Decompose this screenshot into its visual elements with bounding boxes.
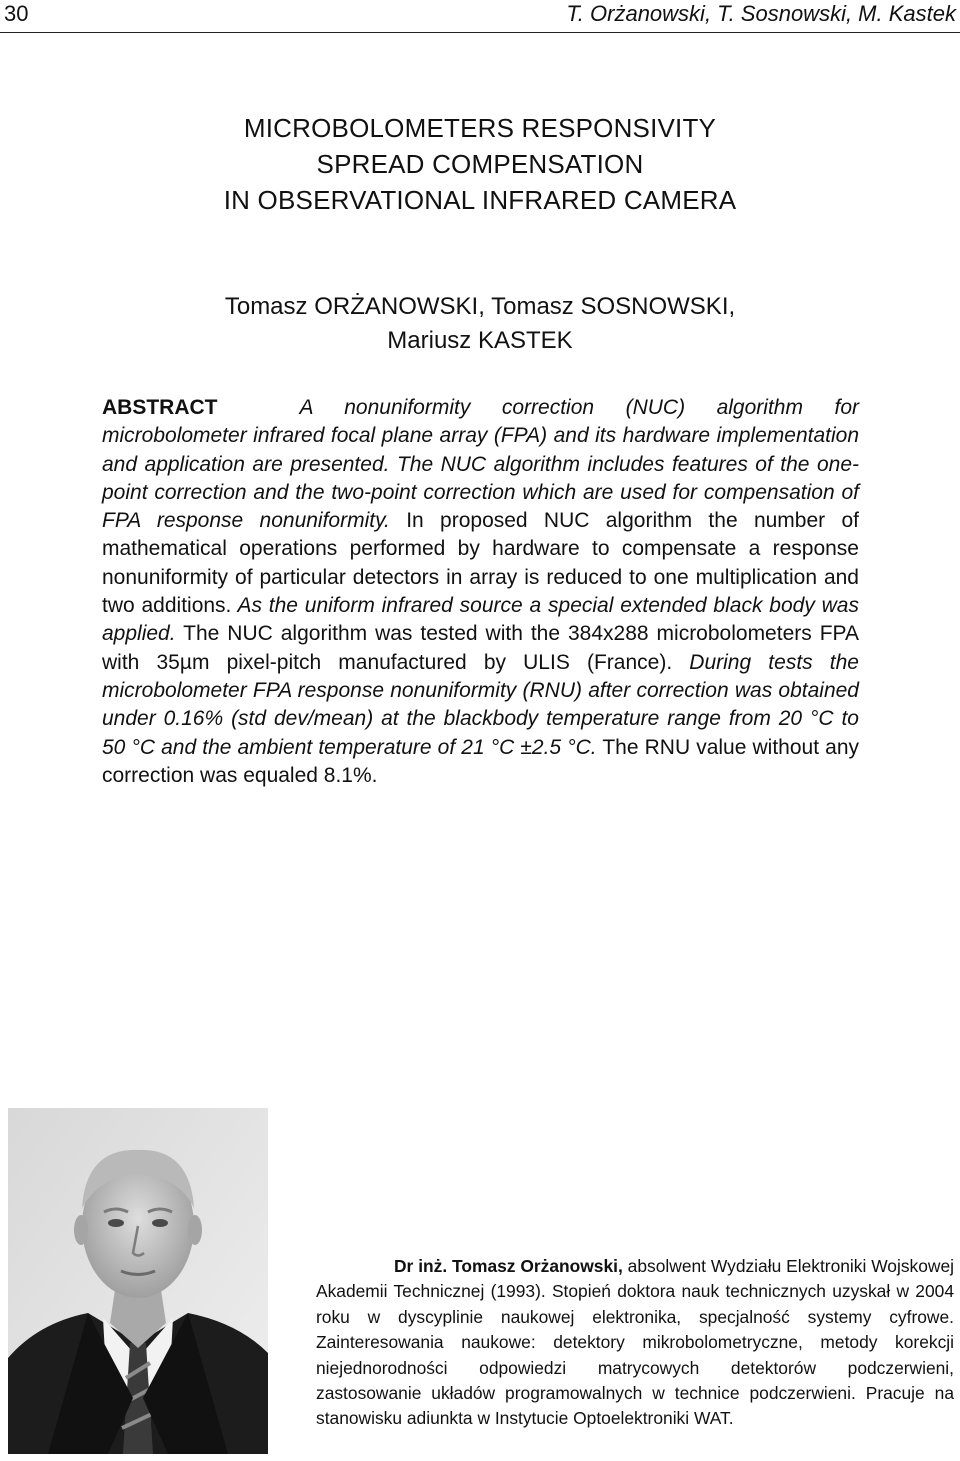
paper-title — [0, 110, 960, 218]
title-line-3: IN OBSERVATIONAL INFRARED CAMERA — [223, 185, 737, 215]
page-number: 30 — [4, 1, 29, 26]
abstract — [102, 394, 859, 790]
running-head: T. Orżanowski, T. Sosnowski, M. Kastek — [566, 1, 956, 26]
abstract-text-plain-2: The NUC algorithm was tested with the 384x288 microbolometers FPA with 35µm pixel-pitch manufactured by ULIS (France). — [102, 622, 859, 674]
abstract-text-italic-3: During tests the microbolometer FPA response nonuniformity (RNU) after correction was obtained under 0.16% (std dev/mean) at the blackbody temperature range from 20 °C to 50 °C and the ambient temperature of 21 °C ±2.5 °C. — [102, 650, 859, 759]
abstract-text-plain-3: The RNU value without any correction was equaled 8.1%. — [102, 735, 859, 787]
author-biography — [316, 1254, 954, 1432]
authors-line-2: Mariusz KASTEK — [387, 327, 573, 354]
page-header — [0, 0, 960, 33]
bio-author-name: Dr inż. Tomasz Orżanowski, — [394, 1256, 623, 1276]
bio-paragraph — [316, 1254, 954, 1432]
authors-line-1: Tomasz ORŻANOWSKI, Tomasz SOSNOWSKI, — [224, 293, 736, 320]
abstract-text-italic-2: As the uniform infrared source a special extended black body was applied. — [102, 594, 859, 646]
abstract-label: ABSTRACT — [102, 396, 218, 419]
author-portrait-icon — [8, 1108, 268, 1454]
title-line-1: MICROBOLOMETERS RESPONSIVITY — [243, 113, 717, 143]
author-portrait-photo — [8, 1108, 268, 1454]
abstract-text-plain-1: In proposed NUC algorithm the number of mathematical operations performed by hardware to compensate a response nonuniformity of particular detectors in array is reduced to one multiplication and two additions. — [102, 509, 859, 618]
author-list — [0, 290, 960, 358]
abstract-text-italic-1: A nonuniformity correction (NUC) algorithm for microbolometer infrared focal plane array (FPA) and its hardware implementation and application are presented. The NUC algorithm includes features of the one-point correction and the two-point correction which are used for compensation of FPA response nonuniformity. — [102, 396, 859, 533]
title-line-2: SPREAD COMPENSATION — [316, 149, 644, 179]
bio-text: absolwent Wydziału Elektroniki Wojskowej Akademii Technicznej (1993). Stopień doktora nauk technicznych uzyskał w 2004 roku w dyscyplinie naukowej elektronika, specjalność systemy cyfrowe. Zainteresowania naukowe: detektory mikrobolometryczne, metody korekcji niejednorodności odpowiedzi matrycowych detektorów podczerwieni, zastosowanie układów programowalnych w technice podczerwieni. Pracuje na stanowisku adiunkta w Instytucie Optoelektroniki WAT. — [316, 1256, 954, 1429]
